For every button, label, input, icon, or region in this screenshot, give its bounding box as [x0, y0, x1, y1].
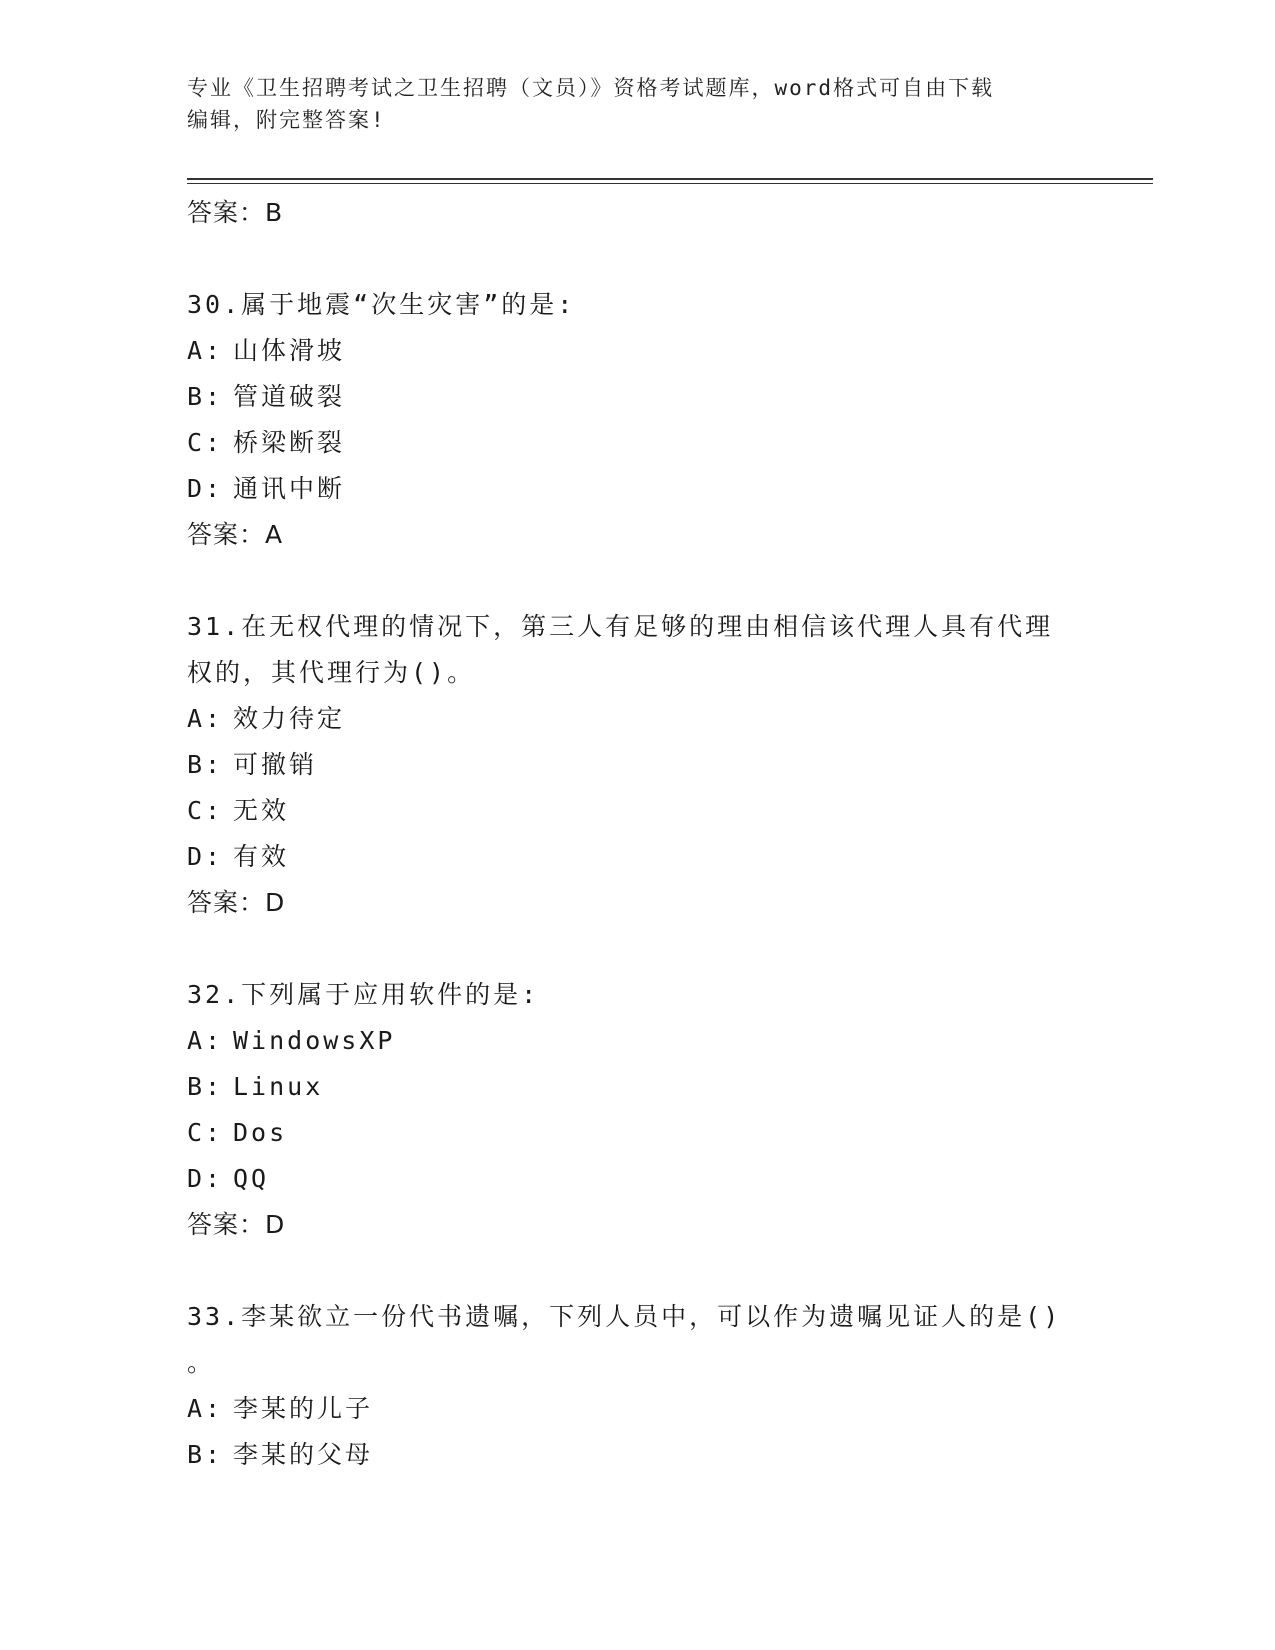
spacer: [187, 1248, 1087, 1294]
spacer: [187, 236, 1087, 282]
question-list: [187, 190, 1087, 1478]
document-header: [187, 72, 1087, 136]
option-c: C: 桥梁断裂: [187, 428, 346, 457]
option-b: B: Linux: [187, 1072, 324, 1101]
question-31: [187, 604, 1087, 926]
answer-line: 答案：A: [187, 520, 284, 549]
question-text-line-2: 。: [187, 1348, 216, 1377]
answer-line: 答案：D: [187, 1210, 286, 1239]
option-d: D: QQ: [187, 1164, 270, 1193]
option-c: C: Dos: [187, 1118, 288, 1147]
option-a: A: WindowsXP: [187, 1026, 396, 1055]
option-b: B: 李某的父母: [187, 1440, 374, 1469]
header-divider-thick: [187, 178, 1153, 180]
header-line-2: 编辑，附完整答案!: [187, 108, 386, 132]
option-c: C: 无效: [187, 796, 290, 825]
question-text: 30.属于地震“次生灾害”的是:: [187, 290, 576, 319]
question-33: [187, 1294, 1087, 1478]
option-a: A: 李某的儿子: [187, 1394, 374, 1423]
spacer: [187, 558, 1087, 604]
question-text-line-1: 33.李某欲立一份代书遗嘱，下列人员中，可以作为遗嘱见证人的是(): [187, 1302, 1062, 1331]
question-32: [187, 972, 1087, 1248]
question-text-line-1: 31.在无权代理的情况下，第三人有足够的理由相信该代理人具有代理: [187, 612, 1054, 641]
option-b: B: 可撤销: [187, 750, 318, 779]
answer-line: 答案：D: [187, 888, 286, 917]
spacer: [187, 926, 1087, 972]
option-a: A: 山体滑坡: [187, 336, 346, 365]
option-a: A: 效力待定: [187, 704, 346, 733]
option-d: D: 有效: [187, 842, 290, 871]
option-b: B: 管道破裂: [187, 382, 346, 411]
header-line-1: 专业《卫生招聘考试之卫生招聘（文员）》资格考试题库，word格式可自由下载: [187, 76, 995, 100]
question-30: [187, 282, 1087, 558]
answer-line: 答案：B: [187, 198, 284, 227]
option-d: D: 通讯中断: [187, 474, 346, 503]
question-text: 32.下列属于应用软件的是:: [187, 980, 540, 1009]
header-divider-thin: [187, 183, 1153, 184]
question-text-line-2: 权的，其代理行为()。: [187, 658, 476, 687]
